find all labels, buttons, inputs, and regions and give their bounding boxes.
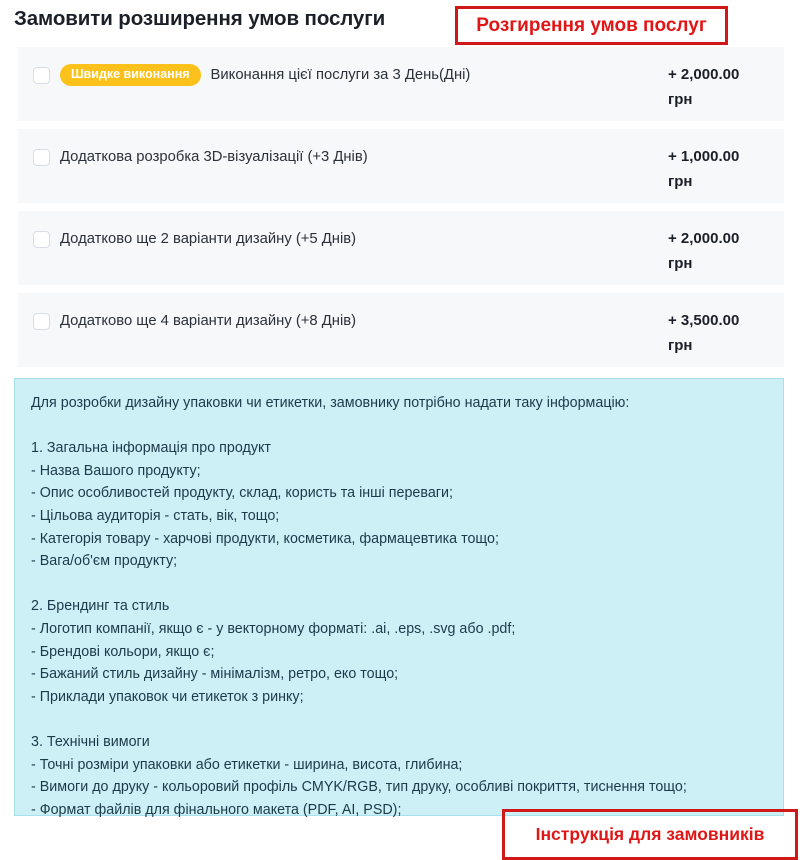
option-checkbox[interactable] <box>33 67 50 84</box>
info-line: - Приклади упаковок чи етикеток з ринку; <box>31 688 304 705</box>
option-price <box>668 144 778 194</box>
info-spacer <box>31 573 767 596</box>
option-price-amount: + 1,000.00 <box>668 148 740 165</box>
option-price <box>668 226 778 276</box>
option-label: Додатково ще 4 варіанти дизайну (+8 Днів) <box>60 313 357 329</box>
info-line: - Назва Вашого продукту; <box>31 462 201 479</box>
info-line: - Формат файлів для фінального макета (PDF, AI, PSD); <box>31 801 402 818</box>
page-header <box>0 0 800 44</box>
option-checkbox[interactable] <box>33 231 50 248</box>
service-extension-options-list <box>18 47 784 375</box>
option-checkbox[interactable] <box>33 313 50 330</box>
info-line: 1. Загальна інформація про продукт <box>31 440 271 457</box>
info-line: - Логотип компанії, якщо є - у векторному форматі: .ai, .eps, .svg або .pdf; <box>31 620 516 637</box>
option-main <box>33 310 356 332</box>
option-main <box>33 146 368 168</box>
info-spacer <box>31 415 767 438</box>
info-line: - Бажаний стиль дизайну - мінімалізм, ретро, еко тощо; <box>31 666 399 683</box>
option-main <box>33 64 470 86</box>
option-price-currency: грн <box>668 173 693 190</box>
info-line: - Цільова аудиторія - стать, вік, тощо; <box>31 507 280 524</box>
info-line: 2. Брендинг та стиль <box>31 598 170 615</box>
option-price-amount: + 3,500.00 <box>668 312 740 329</box>
fast-delivery-badge: Швидке виконання <box>60 64 201 86</box>
info-line: - Точні розміри упаковки або етикетки - ширина, висота, глибина; <box>31 756 463 773</box>
info-line: - Брендові кольори, якщо є; <box>31 643 215 660</box>
customer-instructions-panel <box>14 378 784 844</box>
option-row[interactable] <box>18 293 784 367</box>
option-price <box>668 308 778 358</box>
option-row[interactable] <box>18 211 784 285</box>
option-price-currency: грн <box>668 337 693 354</box>
customer-instructions-text <box>15 379 783 821</box>
info-spacer <box>31 708 767 731</box>
annotation-box-service-terms: Розгирення умов послуг <box>455 6 728 45</box>
annotation-box-customer-instruction: Інструкція для замовників <box>502 809 798 860</box>
option-row[interactable] <box>18 129 784 203</box>
option-price-currency: грн <box>668 91 693 108</box>
option-row[interactable] <box>18 47 784 121</box>
info-line: - Категорія товару - харчові продукти, косметика, фармацевтика тощо; <box>31 530 499 547</box>
info-line: - Вага/об'єм продукту; <box>31 553 178 570</box>
option-price-currency: грн <box>668 255 693 272</box>
info-line: Для розробки дизайну упаковки чи етикетки, замовнику потрібно надати таку інформацію: <box>31 395 630 411</box>
option-price-amount: + 2,000.00 <box>668 230 740 247</box>
option-price-amount: + 2,000.00 <box>668 66 740 83</box>
info-line: 3. Технічні вимоги <box>31 733 150 750</box>
option-label: Додатково ще 2 варіанти дизайну (+5 Днів) <box>60 231 357 247</box>
page-title: Замовити розширення умов послуги <box>14 7 386 30</box>
option-label: Додаткова розробка 3D-візуалізації (+3 Днів) <box>60 149 368 165</box>
option-main <box>33 228 356 250</box>
info-line: - Опис особливостей продукту, склад, користь та інші переваги; <box>31 485 453 502</box>
option-checkbox[interactable] <box>33 149 50 166</box>
option-price <box>668 62 778 112</box>
info-line: - Вимоги до друку - кольоровий профіль CMYK/RGB, тип друку, особливі покриття, тиснення тощо; <box>31 779 687 796</box>
option-label: Виконання цієї послуги за 3 День(Дні) <box>210 67 471 83</box>
